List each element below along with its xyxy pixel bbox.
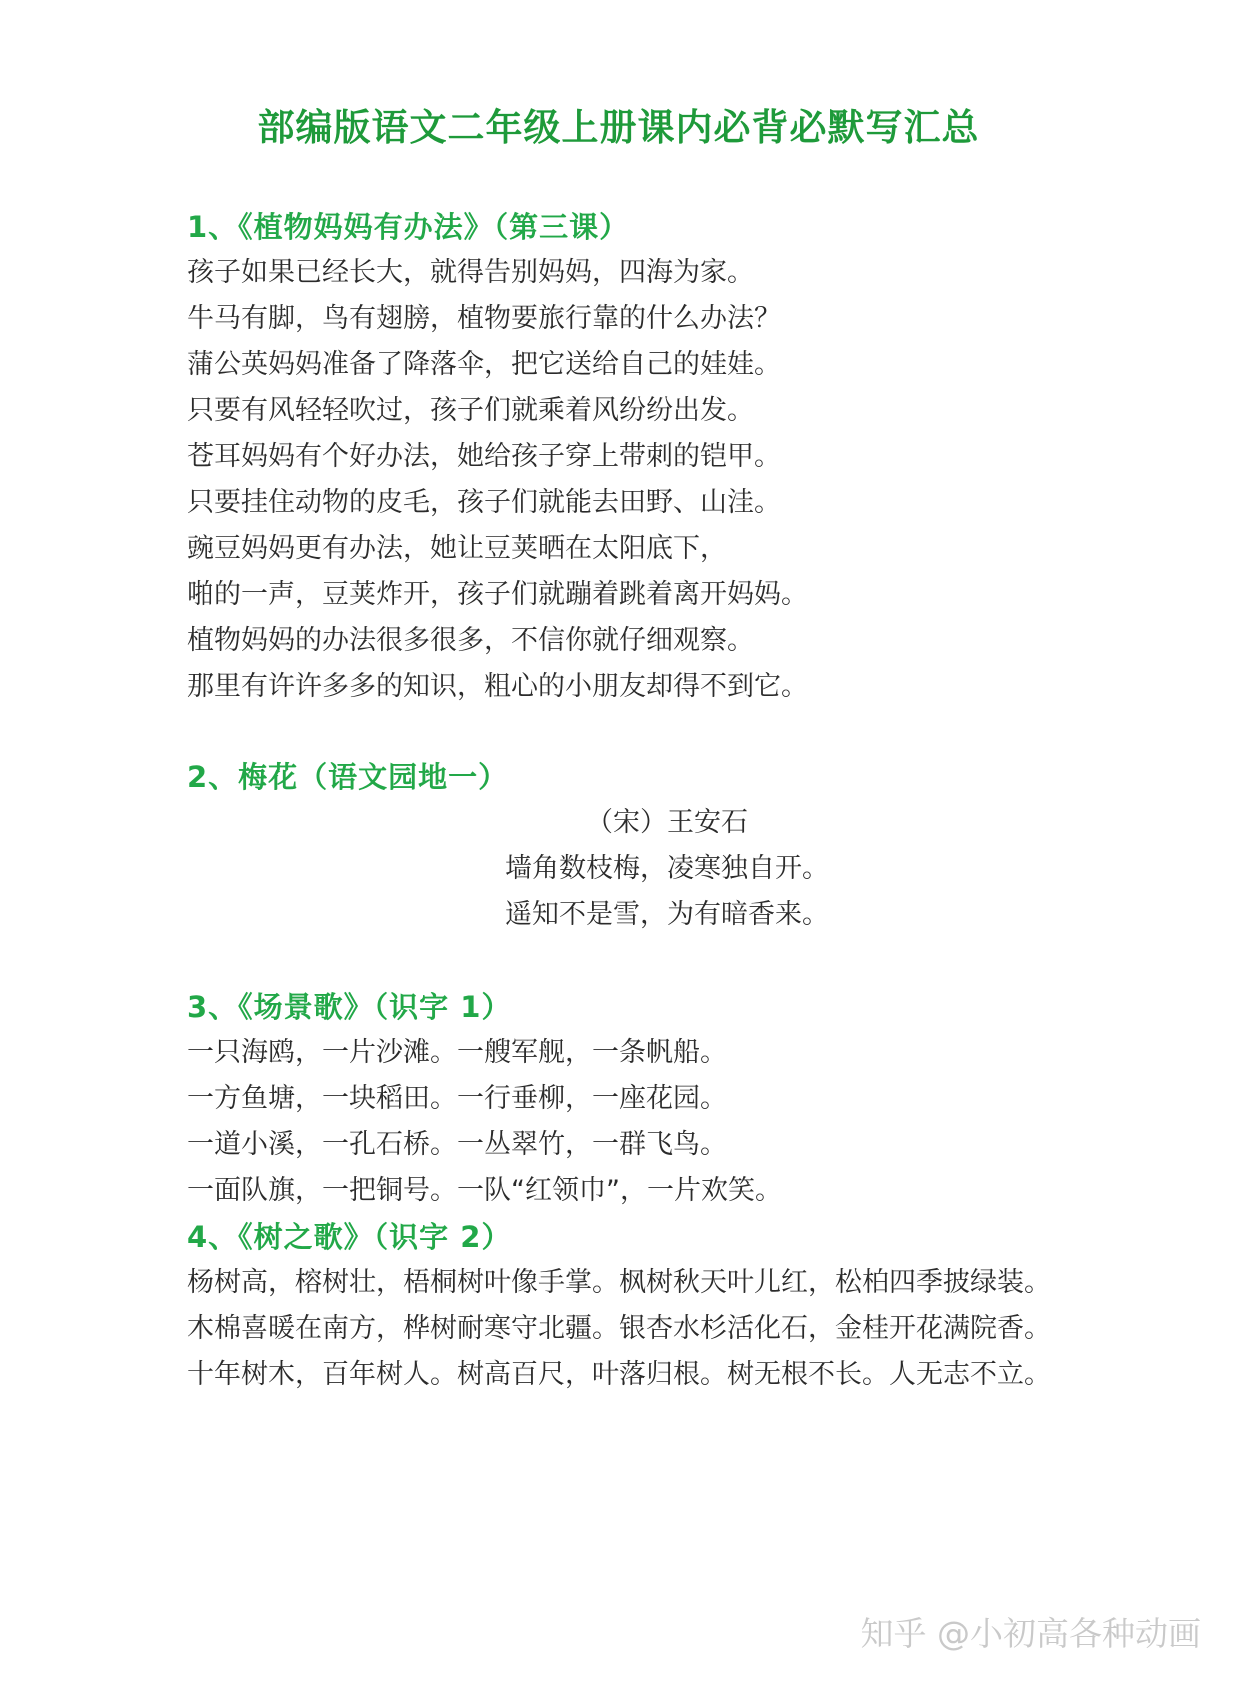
- text-line: 蒲公英妈妈准备了降落伞，把它送给自己的娃娃。: [187, 349, 781, 380]
- poem-lines: [187, 1030, 1067, 1214]
- poem-lines: [187, 1260, 1067, 1398]
- text-line: 植物妈妈的办法很多很多，不信你就仔细观察。: [187, 625, 754, 656]
- text-line: 木棉喜暖在南方，桦树耐寒守北疆。银杏水杉活化石，金桂开花满院香。: [187, 1313, 1051, 1344]
- text-line: 一方鱼塘，一块稻田。一行垂柳，一座花园。: [187, 1083, 727, 1114]
- text-line: 一道小溪，一孔石桥。一丛翠竹，一群飞鸟。: [187, 1129, 727, 1160]
- section-4: [187, 1214, 1067, 1398]
- watermark: 知乎 @小初高各种动画: [860, 1614, 1201, 1653]
- text-line: 遥知不是雪，为有暗香来。: [505, 899, 829, 930]
- text-line: 牛马有脚，鸟有翅膀，植物要旅行靠的什么办法？: [187, 303, 781, 334]
- text-line: 杨树高，榕树壮，梧桐树叶像手掌。枫树秋天叶儿红，松柏四季披绿装。: [187, 1267, 1051, 1298]
- section-heading: 3、《场景歌》（识字 1）: [187, 990, 512, 1024]
- poem-lines: [187, 800, 1067, 938]
- section-2: [187, 754, 1067, 938]
- text-line: 一只海鸥，一片沙滩。一艘军舰，一条帆船。: [187, 1037, 727, 1068]
- poem-lines: [187, 250, 1067, 710]
- text-line: 只要有风轻轻吹过，孩子们就乘着风纷纷出发。: [187, 395, 754, 426]
- section-1: [187, 204, 1067, 710]
- text-line: 那里有许许多多的知识，粗心的小朋友却得不到它。: [187, 671, 808, 702]
- section-heading: 1、《植物妈妈有办法》（第三课）: [187, 210, 630, 244]
- poem-author: （宋）王安石: [586, 807, 748, 838]
- text-line: 啪的一声，豆荚炸开，孩子们就蹦着跳着离开妈妈。: [187, 579, 808, 610]
- text-line: 一面队旗，一把铜号。一队“红领巾”，一片欢笑。: [187, 1175, 782, 1206]
- text-line: 只要挂住动物的皮毛，孩子们就能去田野、山洼。: [187, 487, 781, 518]
- text-line: 墙角数枝梅，凌寒独自开。: [505, 853, 829, 884]
- section-3: [187, 984, 1067, 1214]
- section-heading: 2、梅花（语文园地一）: [187, 760, 509, 794]
- text-line: 孩子如果已经长大，就得告别妈妈，四海为家。: [187, 257, 754, 288]
- section-heading: 4、《树之歌》（识字 2）: [187, 1220, 512, 1254]
- text-line: 豌豆妈妈更有办法，她让豆荚晒在太阳底下，: [187, 533, 727, 564]
- text-line: 苍耳妈妈有个好办法，她给孩子穿上带刺的铠甲。: [187, 441, 781, 472]
- text-line: 十年树木，百年树人。树高百尺，叶落归根。树无根不长。人无志不立。: [187, 1359, 1051, 1390]
- page-title: 部编版语文二年级上册课内必背必默写汇总: [257, 106, 980, 149]
